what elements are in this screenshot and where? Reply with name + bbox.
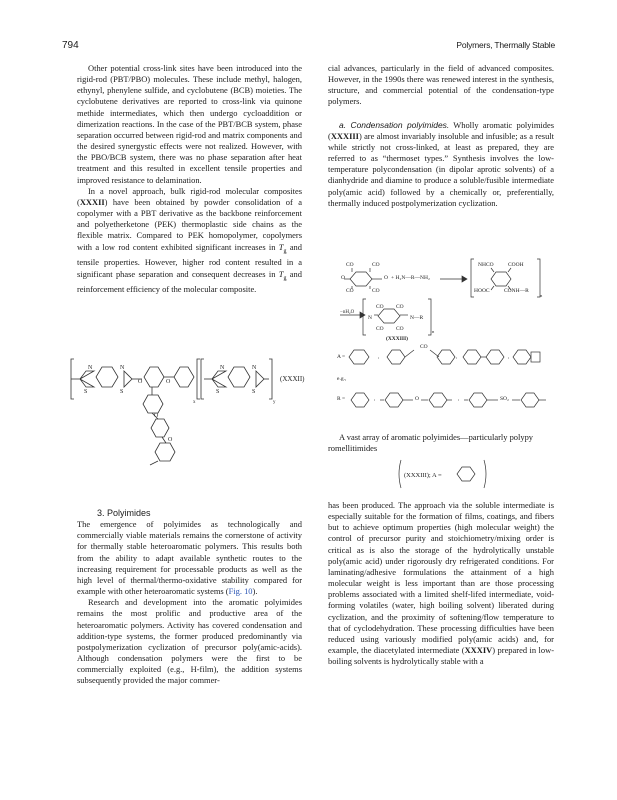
subscript-y: y: [273, 400, 276, 405]
atom-o4: O: [168, 437, 173, 443]
svg-text:,: ,: [378, 354, 380, 360]
paragraph-research: Research and development into the aromatic polyimides remains the most prolific and productive area of the heteroaromatic polymers. Activity has covered condensation and addition-type systems, the former produced predominantly via postpolymerization cyclization of precursor poly(amic-acids). Although condensation polymers were the first to be commercially exploited (e.g., H-film), the addition systems subsequently provided the major commer-: [77, 597, 302, 686]
paragraph-commercial: cial advances, particularly in the field of advanced composites. However, in the 1990s there was renewed interest in the synthesis, structure, and commercial potential of the condensation-type polymers.: [328, 63, 554, 107]
r-equals: R =: [337, 396, 346, 402]
svg-text:N—R: N—R: [410, 315, 424, 321]
amine-reagent: + H₂N—R—NH₂: [391, 275, 430, 281]
atom-s4: S: [252, 389, 256, 395]
svg-text:,: ,: [456, 354, 458, 360]
page-number: 794: [62, 40, 79, 51]
left-column-top: [77, 63, 302, 296]
svg-text:CO: CO: [376, 304, 384, 310]
svg-text:O: O: [415, 396, 419, 402]
figure-label-xxxiii: (XXXIII): [386, 336, 408, 342]
dianhydride-ring: [350, 272, 372, 286]
left-column-bottom: [77, 508, 302, 687]
eg-label: e.g.,: [337, 376, 347, 382]
atom-o3: O: [154, 413, 159, 419]
atom-o2: O: [166, 379, 171, 385]
figure-link-fig10[interactable]: Fig. 10: [228, 586, 253, 597]
section-heading-polyimides: 3. Polyimides: [97, 508, 151, 518]
figure-label-xxxii: (XXXII): [280, 375, 305, 383]
atom-s2: S: [120, 389, 124, 395]
svg-text:SO₂: SO₂: [500, 396, 509, 402]
figure-xxxii: [62, 355, 322, 467]
running-title: Polymers, Thermally Stable: [456, 40, 555, 50]
atom-n1: N: [88, 365, 93, 371]
figure-xxxiii-a: [395, 458, 490, 490]
svg-text:CO: CO: [396, 304, 404, 310]
svg-text:,: ,: [508, 354, 510, 360]
atom-s1: S: [84, 389, 88, 395]
svg-text:CO: CO: [372, 262, 380, 268]
compound-label-xxxiii: XXXIII: [330, 130, 359, 141]
svg-text:,: ,: [374, 396, 376, 402]
compound-label-xxxii: XXXII: [79, 196, 105, 207]
paragraph-approach: has been produced. The approach via the soluble intermediate is especially suitable for the formation of films, coatings, and fibers but to achieve optimum properties (high molecular weight) the control of precursor purity and stoichiometry/mixing order is critical as is also the storage of the hydrolytically unstable poly(amic acid) under rigorously dry refrigerated conditions. For laminating/adhesive formulations the attainment of a high molecular weight is less important than are those processing problems associated with a limited shelf-lifed intermediate, void-forming volatiles (water, high boiling solvent) liberated during cyclization, and the proximity of softening/flow temperature to that of cyclodehydration. These processing difficulties have been reduced using variously modified poly(amic acids) and, for example, the diacetylated intermediate (XXXIV) prepared in low-boiling solvents is hydrolytically stable with a: [328, 500, 555, 667]
paragraph-condensation: a. Condensation polyimides. Wholly aromatic polyimides (XXXIII) are almost invariably insoluble and infusible; as a result while strictly not cross-linked, at least as prepared, they are referred to as “thermoset types.” Synthesis involves the low-temperature polycondensation (in dipolar aprotic solvents) of a dianhydride and diamine to produce a soluble/fusible intermediate poly(amic acid) followed by a chemically or, preferentially, thermally induced postpolymerization cyclization.: [328, 119, 554, 208]
paragraph-vast-array: A vast array of aromatic polyimides—particularly polypy romellitimides: [328, 432, 534, 454]
right-column-middle: [328, 432, 554, 454]
atom-o1: O: [138, 379, 143, 385]
figure-xxxiii: [328, 255, 554, 415]
svg-text:CO: CO: [372, 288, 380, 294]
paragraph-crosslink: Other potential cross-link sites have been introduced into the rigid-rod (PBT/PBO) molecules. These include methyl, halogen, ethynyl, phenylene sulfide, and cyclobutene (BCB) moieties. The cyclobutene derivatives are reported to cross-link via quinone methide intermediates, which then undergo cycloaddition or dimerization reactions. In the case of the PBT/BCB system, phase separation occurred between rigid-rod and matrix components and the desired synergystic effects were not realized. However, with the PBO/BCB system, there was no phase separation after heat treatment and this resulted in excellent tensile properties and improved resistance to delamination.: [77, 63, 302, 185]
svg-text:N: N: [368, 315, 372, 321]
atom-n4: N: [252, 365, 257, 371]
right-column-top: [328, 63, 554, 209]
paragraph-emergence: The emergence of polyimides as technologically and commercially viable materials remains the cornerstone of activity for thermally stable heteroaromatic polymers. This results both from the ability to adapt available synthetic routes to the increasing requirement for processable products as well as the high level of thermal/thermo-oxidative stability compared for example with other heteroaromatic systems (Fig. 10).: [77, 519, 302, 597]
svg-text:CONH—R: CONH—R: [504, 288, 529, 294]
svg-text:NHCO: NHCO: [478, 262, 494, 268]
minus-water: −nH₂O: [340, 310, 355, 315]
subheading-condensation-polyimides: a. Condensation polyimides.: [339, 119, 450, 130]
a-equals: A =: [337, 354, 346, 360]
subscript-x: x: [193, 400, 196, 405]
figure-label-xxxiii-a: (XXXIII); A =: [404, 472, 442, 479]
svg-text:CO: CO: [346, 262, 354, 268]
svg-text:CO: CO: [376, 326, 384, 332]
svg-text:COOH: COOH: [508, 262, 524, 268]
atom-s3: S: [216, 389, 220, 395]
svg-text:CO: CO: [420, 344, 428, 350]
svg-text:n: n: [540, 293, 543, 298]
svg-text:CO: CO: [396, 326, 404, 332]
svg-text:CO: CO: [346, 288, 354, 294]
svg-text:O: O: [341, 275, 345, 281]
svg-text:HOOC: HOOC: [474, 288, 490, 294]
svg-text:,: ,: [458, 396, 460, 402]
right-column-bottom: [328, 500, 554, 667]
atom-n2: N: [120, 365, 125, 371]
svg-text:O: O: [384, 275, 388, 281]
compound-label-xxxiv: XXXIV: [464, 645, 493, 656]
paragraph-novel-approach: In a novel approach, bulk rigid-rod molecular composites (XXXII) have been obtained by powder consolidation of a copolymer with a PBT derivative as the backbone reinforcement and polyetherketone (PEK) thermoplastic side chains as the flexible matrix. Compared to PEK homopolymer, copolymers with a low rod content exhibited significant increases in $T_g$ and tensile properties. However, higher rod content resulted in a significant phase separation and consequent decreases in $T_g$ and reinforcement efficiency of the molecular composite.: [77, 185, 302, 295]
svg-text:n: n: [432, 329, 435, 334]
atom-n3: N: [220, 365, 225, 371]
